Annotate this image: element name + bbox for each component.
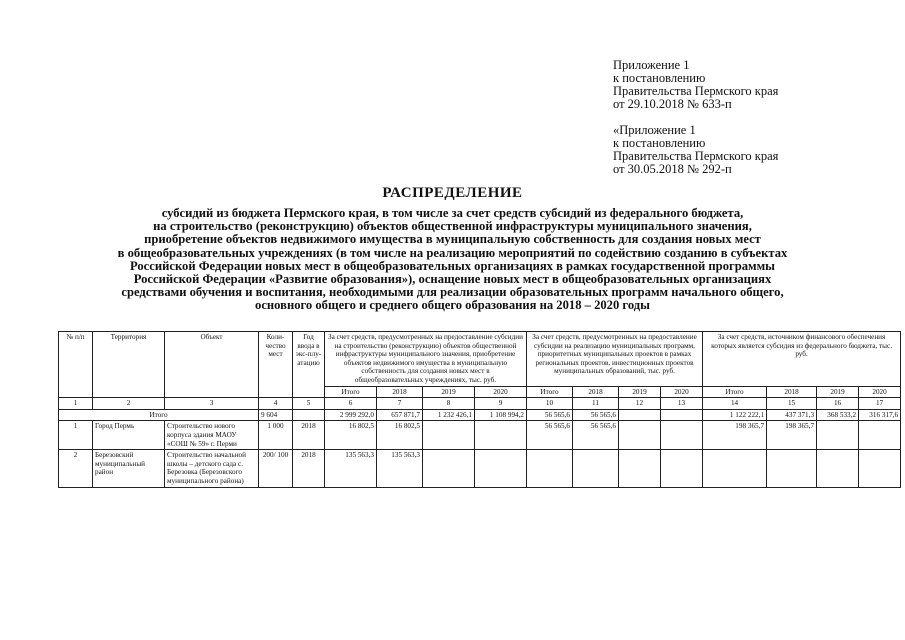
document-subtitle — [20, 207, 885, 313]
sub-header: Итого — [703, 386, 767, 398]
column-number: 2 — [93, 398, 165, 410]
column-number: 10 — [527, 398, 573, 410]
table-row — [59, 421, 901, 450]
row-value — [423, 421, 475, 450]
document-title: РАСПРЕДЕЛЕНИЕ — [382, 185, 523, 201]
sub-header: 2020 — [859, 386, 901, 398]
row-value: 135 563,3 — [325, 450, 377, 487]
sub-header: Итого — [527, 386, 573, 398]
total-value: 56 565,6 — [573, 409, 619, 421]
total-value: 657 871,7 — [377, 409, 423, 421]
row-territory: Город Пермь — [93, 421, 165, 450]
appendix-previous — [613, 124, 778, 176]
row-value — [619, 421, 661, 450]
column-number: 1 — [59, 398, 93, 410]
column-number: 5 — [293, 398, 325, 410]
distribution-table — [58, 331, 901, 488]
total-value: 316 317,6 — [859, 409, 901, 421]
column-number: 16 — [817, 398, 859, 410]
row-value — [767, 450, 817, 487]
column-number: 13 — [661, 398, 703, 410]
subtitle-line: в общеобразовательных учреждениях (в том числе на реализацию мероприятий по содействию созданию в субъектах — [117, 245, 788, 260]
row-value — [619, 450, 661, 487]
appendix-current — [613, 59, 778, 111]
column-number: 15 — [767, 398, 817, 410]
column-number: 11 — [573, 398, 619, 410]
total-value: 1 232 426,1 — [423, 409, 475, 421]
row-value — [661, 421, 703, 450]
appendix-line: Правительства Пермского края — [613, 149, 779, 163]
row-value: 198 365,7 — [703, 421, 767, 450]
subtitle-line: Российской Федерации «Развитие образования»), оснащение новых мест в общеобразовательных организациях — [133, 272, 772, 287]
column-number: 9 — [475, 398, 527, 410]
appendix-line: к постановлению — [613, 136, 706, 150]
header-object: Объект — [165, 332, 259, 398]
header-group-3: За счет средств, источником финансового обеспечения которых является субсидия из федерального бюджета, тыс. руб. — [703, 332, 901, 387]
column-number: 6 — [325, 398, 377, 410]
row-value — [423, 450, 475, 487]
row-num: 2 — [59, 450, 93, 487]
sub-header: 2020 — [661, 386, 703, 398]
total-label: Итого — [59, 409, 259, 421]
row-year: 2018 — [293, 450, 325, 487]
header-territory: Территория — [93, 332, 165, 398]
column-number: 3 — [165, 398, 259, 410]
appendix-line: Правительства Пермского края — [613, 84, 779, 98]
total-value — [661, 409, 703, 421]
appendix-line: от 29.10.2018 № 633-п — [613, 97, 732, 111]
row-year: 2018 — [293, 421, 325, 450]
total-row — [59, 409, 901, 421]
sub-header: 2019 — [423, 386, 475, 398]
column-number: 7 — [377, 398, 423, 410]
row-quantity: 1 000 — [259, 421, 293, 450]
subtitle-line: приобретение объектов недвижимого имущества в муниципальную собственность для создания новых мест — [144, 232, 761, 247]
sub-header: 2018 — [377, 386, 423, 398]
row-value — [859, 421, 901, 450]
row-object: Строительство начальной школы – детского сада с. Березовка (Березовского муниципального района) — [165, 450, 259, 487]
row-territory: Березовский муниципальный район — [93, 450, 165, 487]
sub-header: 2019 — [817, 386, 859, 398]
row-value: 16 802,5 — [377, 421, 423, 450]
subtitle-line: субсидий из бюджета Пермского края, в том числе за счет средств субсидий из федерального бюджета, — [161, 206, 744, 220]
row-value — [859, 450, 901, 487]
row-value — [703, 450, 767, 487]
sub-header: 2018 — [573, 386, 619, 398]
total-value: 2 999 292,0 — [325, 409, 377, 421]
column-number: 17 — [859, 398, 901, 410]
row-value: 16 802,5 — [325, 421, 377, 450]
row-value — [817, 450, 859, 487]
row-value — [817, 421, 859, 450]
appendix-line: к постановлению — [613, 71, 706, 85]
sub-header: Итого — [325, 386, 377, 398]
column-number: 8 — [423, 398, 475, 410]
row-quantity: 200/ 100 — [259, 450, 293, 487]
total-year — [293, 409, 325, 421]
header-num: № п/п — [59, 332, 93, 398]
subtitle-line: основного общего и среднего общего образования на 2018 – 2020 годы — [255, 298, 650, 313]
total-value — [619, 409, 661, 421]
header-row — [59, 332, 901, 387]
total-quantity: 9 604 — [259, 409, 293, 421]
appendix-line: от 30.05.2018 № 292-п — [613, 162, 732, 176]
column-number: 14 — [703, 398, 767, 410]
row-value — [475, 450, 527, 487]
total-value: 1 122 222,1 — [703, 409, 767, 421]
row-value: 135 563,3 — [377, 450, 423, 487]
column-number: 12 — [619, 398, 661, 410]
total-value: 368 533,2 — [817, 409, 859, 421]
row-value: 198 365,7 — [767, 421, 817, 450]
sub-header: 2019 — [619, 386, 661, 398]
header-group-2: За счет средств, предусмотренных на предоставление субсидии на реализацию муниципальных программ, приоритетных муниципальных проектов в рамках региональных проектов, инвестиционных проектов муниципальных образований, тыс. руб. — [527, 332, 703, 387]
header-group-1: За счет средств, предусмотренных на предоставление субсидии на строительство (реконструкцию) объектов общественной инфраструктуры муниципального значения, приобретение объектов недвижимого имущества в муниципальную собственность для создания новых мест в общеобразовательных учреждениях, тыс. руб. — [325, 332, 527, 387]
header-quantity: Коли-чество мест — [259, 332, 293, 398]
table-row — [59, 450, 901, 487]
header-year: Год ввода в экс-плу-атацию — [293, 332, 325, 398]
total-value: 437 371,3 — [767, 409, 817, 421]
column-number-row — [59, 398, 901, 410]
row-value: 56 565,6 — [573, 421, 619, 450]
total-value: 1 108 994,2 — [475, 409, 527, 421]
column-number: 4 — [259, 398, 293, 410]
row-value: 56 565,6 — [527, 421, 573, 450]
subtitle-line: средствами обучения и воспитания, необходимыми для реализации образовательных программ начального общего, — [121, 285, 784, 300]
row-object: Строительство нового корпуса здания МАОУ «СОШ № 59» г. Перми — [165, 421, 259, 450]
row-value — [573, 450, 619, 487]
appendix-line: «Приложение 1 — [613, 123, 696, 137]
sub-header: 2018 — [767, 386, 817, 398]
sub-header: 2020 — [475, 386, 527, 398]
subtitle-line: Российской Федерации новых мест в общеобразовательных организациях в рамках государственной программы — [129, 258, 775, 273]
row-value — [475, 421, 527, 450]
row-num: 1 — [59, 421, 93, 450]
total-value: 56 565,6 — [527, 409, 573, 421]
row-value — [527, 450, 573, 487]
row-value — [661, 450, 703, 487]
appendix-line: Приложение 1 — [613, 58, 690, 72]
subtitle-line: на строительство (реконструкцию) объектов общественной инфраструктуры муниципального значения, — [153, 219, 752, 234]
